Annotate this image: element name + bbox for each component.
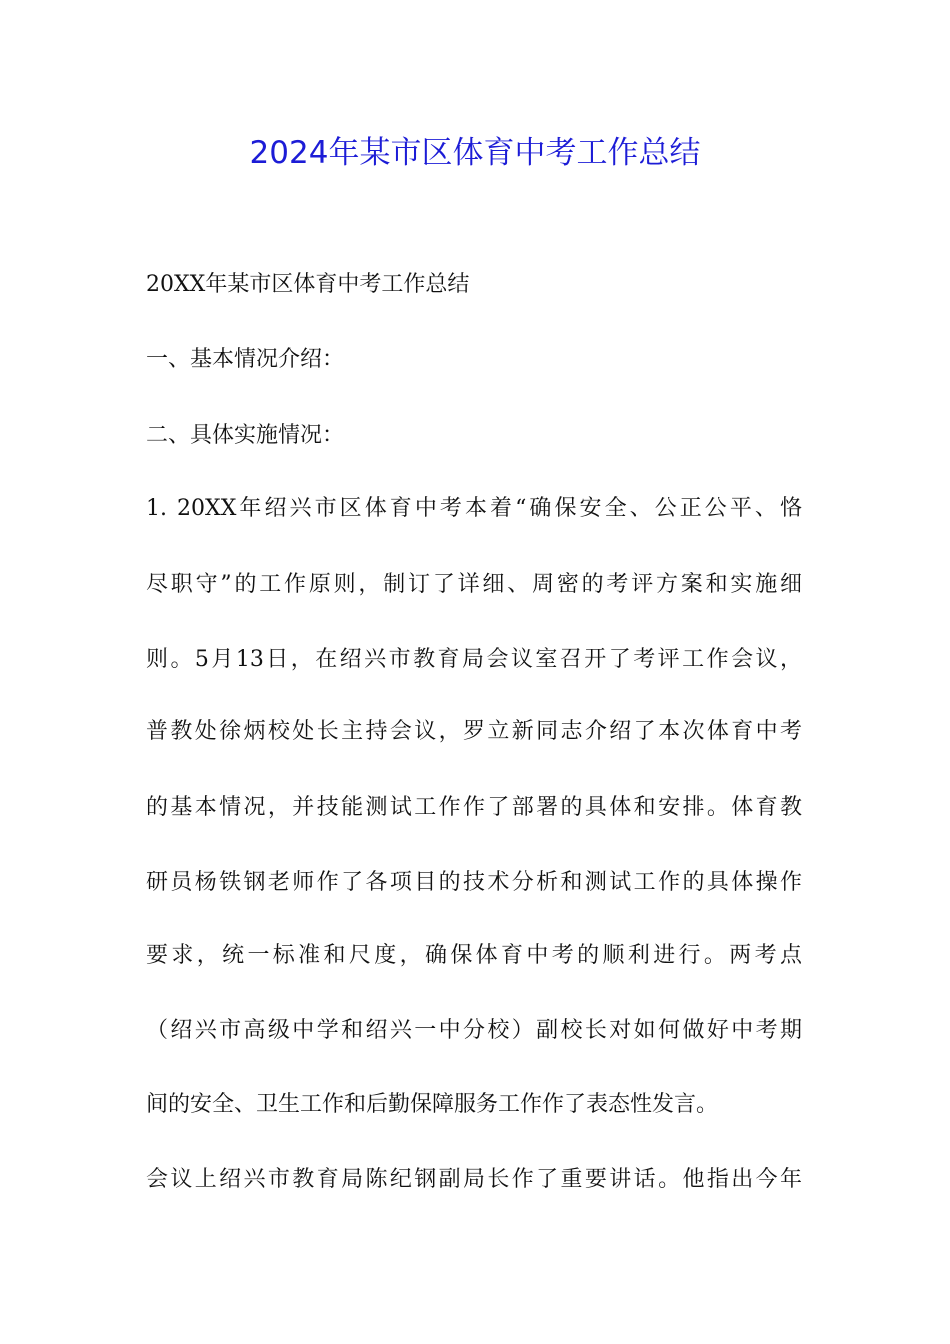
paragraph-line: 间的安全、卫生工作和后勤保障服务工作作了表态性发言。 bbox=[146, 1092, 719, 1117]
section-heading-implementation: 二、具体实施情况： bbox=[146, 423, 345, 448]
paragraph-line: 尽职守”的工作原则，制订了详细、周密的考评方案和实施细 bbox=[146, 572, 802, 597]
paragraph-line: 1. 20XX年绍兴市区体育中考本着“确保安全、公正公平、恪 bbox=[146, 496, 802, 521]
section-heading-basic-info: 一、基本情况介绍： bbox=[146, 347, 345, 372]
paragraph-line: 的基本情况，并技能测试工作作了部署的具体和安排。体育教 bbox=[146, 795, 802, 820]
paragraph-line: 普教处徐炳校处长主持会议，罗立新同志介绍了本次体育中考 bbox=[146, 719, 802, 744]
document-subtitle: 20XX年某市区体育中考工作总结 bbox=[146, 272, 470, 297]
paragraph-line: 研员杨铁钢老师作了各项目的技术分析和测试工作的具体操作 bbox=[146, 870, 802, 895]
document-title: 2024年某市区体育中考工作总结 bbox=[249, 135, 701, 171]
paragraph-line: 会议上绍兴市教育局陈纪钢副局长作了重要讲话。他指出今年 bbox=[146, 1167, 802, 1192]
paragraph-line: 则。5月13日，在绍兴市教育局会议室召开了考评工作会议， bbox=[146, 647, 802, 672]
paragraph-line: （绍兴市高级中学和绍兴一中分校）副校长对如何做好中考期 bbox=[146, 1018, 802, 1043]
paragraph-line: 要求，统一标准和尺度，确保体育中考的顺利进行。两考点 bbox=[146, 943, 802, 968]
